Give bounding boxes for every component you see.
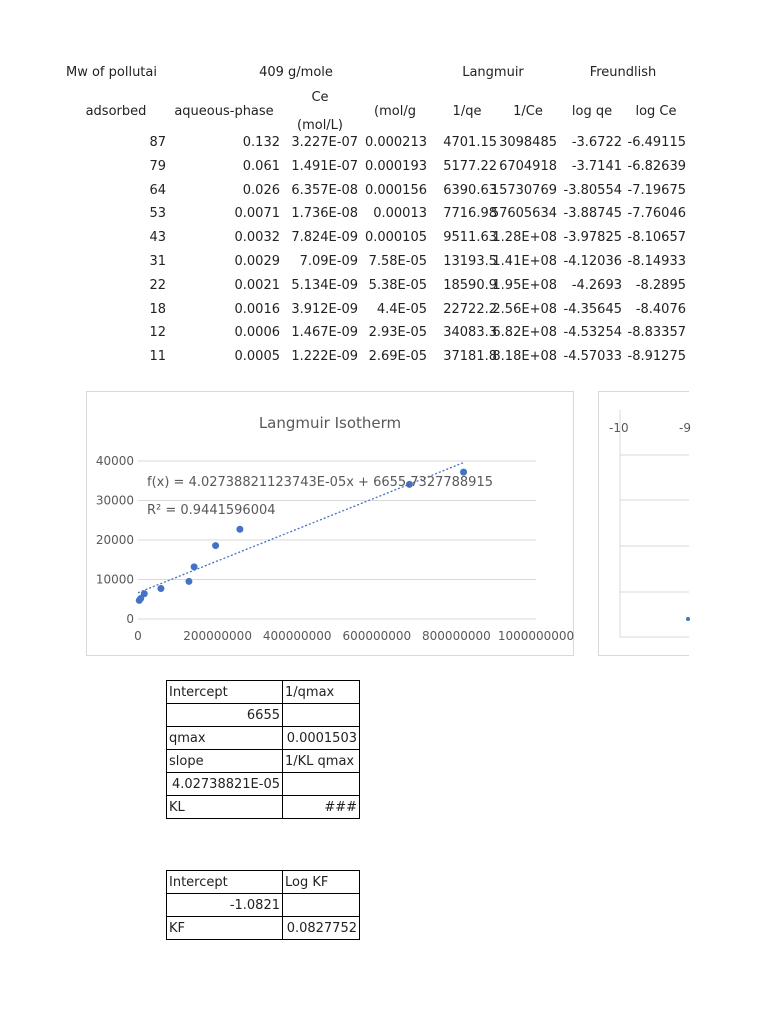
cell-aqueous: 0.026 <box>242 182 280 198</box>
x-tick-label: 200000000 <box>183 629 252 643</box>
cell-log-qe: -4.12036 <box>563 254 622 269</box>
logkf-label: Log KF <box>283 871 360 894</box>
y-tick-label: 10000 <box>95 572 134 587</box>
cell-ce: 3.912E-09 <box>291 301 358 317</box>
cell-inv-qe: 34083.3 <box>443 325 497 341</box>
y-tick-label: 30000 <box>95 493 134 508</box>
cell-aqueous: 0.0016 <box>234 301 280 317</box>
x-tick-label: 800000000 <box>422 629 491 643</box>
cell-inv-qe: 9511.63 <box>443 230 497 246</box>
cell-adsorbed: 87 <box>149 135 166 150</box>
x-tick-label: 1000000000 <box>497 629 575 643</box>
cell-ce: 1.467E-09 <box>291 325 358 341</box>
mw-label: Mw of pollutai <box>66 65 157 80</box>
intercept-label: Intercept <box>167 681 283 704</box>
y-tick-label: 20000 <box>95 533 134 547</box>
cell-inv-qe: 5177.22 <box>443 158 497 174</box>
kl-value: ### <box>283 796 360 819</box>
freundlich-chart-partial[interactable] <box>598 391 689 656</box>
cell-inv-ce: 6704918 <box>499 158 557 174</box>
cell-aqueous: 0.132 <box>242 135 280 150</box>
cell-log-ce: -8.91275 <box>627 349 686 365</box>
col-log-qe: log qe <box>571 104 613 119</box>
cell-adsorbed: 18 <box>149 301 166 317</box>
cell-log-ce: -8.2895 <box>635 277 686 293</box>
col-ce: Ce <box>311 90 329 105</box>
cell-adsorbed: 64 <box>149 182 166 198</box>
cell-qe: 5.38E-05 <box>368 277 427 293</box>
data-point <box>212 542 219 549</box>
cell-log-ce: -8.4076 <box>635 301 686 317</box>
data-point <box>157 585 164 592</box>
freundlich-params-table <box>166 870 360 940</box>
data-point <box>141 590 148 597</box>
data-point <box>191 563 198 570</box>
cell-adsorbed: 79 <box>149 158 166 174</box>
langmuir-chart-svg <box>87 392 573 655</box>
cell-log-ce: -6.82639 <box>627 158 686 174</box>
cell-inv-ce: 15730769 <box>490 182 557 198</box>
cell-log-ce: -8.10657 <box>627 230 686 246</box>
cell-ce: 1.222E-09 <box>291 349 358 365</box>
col-molg: (mol/g <box>374 104 416 119</box>
cell-inv-ce: 1.95E+08 <box>492 277 557 293</box>
langmuir-params-table <box>166 680 360 819</box>
slope-label: slope <box>167 750 283 773</box>
y-tick-label: 40000 <box>95 454 134 468</box>
cell-qe: 7.58E-05 <box>368 254 427 269</box>
cell-inv-qe: 22722.2 <box>443 301 497 317</box>
cell-log-qe: -3.88745 <box>563 206 622 222</box>
kf-value: 0.0827752 <box>283 917 360 940</box>
x-tick-label: 0 <box>134 629 142 643</box>
cell-log-ce: -8.83357 <box>627 325 686 341</box>
cell-log-qe: -3.7141 <box>571 158 622 174</box>
cell-log-qe: -4.53254 <box>563 325 622 341</box>
y-tick-label: 0 <box>126 612 134 626</box>
cell-aqueous: 0.0029 <box>234 254 280 269</box>
x-tick-label: 400000000 <box>262 629 332 643</box>
chart-title: Langmuir Isotherm <box>258 414 402 432</box>
cell-inv-ce: 57605634 <box>490 206 557 222</box>
cell-inv-ce: 8.18E+08 <box>492 349 557 365</box>
cell-qe: 0.00013 <box>373 206 427 222</box>
intercept-value: 6655 <box>167 704 283 727</box>
cell-log-ce: -6.49115 <box>627 135 686 150</box>
cell-qe: 0.000213 <box>364 135 427 150</box>
cell-inv-ce: 1.28E+08 <box>492 230 557 246</box>
cell-inv-ce: 6.82E+08 <box>492 325 557 341</box>
cell-qe: 0.000105 <box>364 230 427 246</box>
slope-unit: 1/KL qmax <box>283 750 360 773</box>
col-aqueous: aqueous-phase <box>174 104 274 119</box>
cell-ce: 1.736E-08 <box>291 206 358 222</box>
col-log-ce: log Ce <box>635 104 677 119</box>
slope-value: 4.02738821E-05 <box>167 773 283 796</box>
freundlish-header: Freundlish <box>589 65 657 80</box>
mw-value: 409 g/mole <box>259 65 333 80</box>
cell-qe: 0.000156 <box>364 182 427 198</box>
cell-inv-qe: 4701.15 <box>443 135 497 150</box>
cell-ce: 7.824E-09 <box>291 230 358 246</box>
trend-r2: R² = 0.9441596004 <box>147 503 276 518</box>
cell-adsorbed: 53 <box>149 206 166 222</box>
cell-inv-qe: 6390.63 <box>443 182 497 198</box>
langmuir-chart[interactable] <box>86 391 574 656</box>
cell-log-qe: -3.97825 <box>563 230 622 246</box>
cell-adsorbed: 12 <box>149 325 166 341</box>
intercept-value: -1.0821 <box>167 894 283 917</box>
chart2-point <box>686 617 690 621</box>
cell-adsorbed: 43 <box>149 230 166 246</box>
cell-inv-qe: 18590.9 <box>443 277 497 293</box>
cell-log-ce: -7.76046 <box>627 206 686 222</box>
empty-cell <box>283 704 360 727</box>
col-ce-unit: (mol/L) <box>297 118 343 133</box>
x-tick-label: 600000000 <box>342 629 412 643</box>
col-inv-ce: 1/Ce <box>513 104 543 119</box>
chart2-tick-label: -10 <box>609 421 629 435</box>
cell-qe: 4.4E-05 <box>376 301 427 317</box>
cell-inv-qe: 37181.8 <box>443 349 497 365</box>
cell-log-ce: -8.14933 <box>627 254 686 269</box>
cell-inv-ce: 3098485 <box>499 135 557 150</box>
cell-ce: 7.09E-09 <box>299 254 358 269</box>
qmax-value: 0.0001503 <box>283 727 360 750</box>
cell-log-qe: -3.80554 <box>563 182 622 198</box>
cell-qe: 0.000193 <box>364 158 427 174</box>
cell-aqueous: 0.0021 <box>234 277 280 293</box>
cell-aqueous: 0.0071 <box>234 206 280 222</box>
cell-ce: 3.227E-07 <box>291 135 358 150</box>
cell-qe: 2.69E-05 <box>368 349 427 365</box>
data-point <box>185 578 192 585</box>
cell-ce: 5.134E-09 <box>291 277 358 293</box>
cell-aqueous: 0.0006 <box>234 325 280 341</box>
trend-equation: f(x) = 4.02738821123743E-05x + 6655.7327788915 <box>147 475 493 490</box>
cell-log-ce: -7.19675 <box>627 182 686 198</box>
col-inv-qe: 1/qe <box>452 104 482 119</box>
cell-log-qe: -3.6722 <box>571 135 622 150</box>
kl-label: KL <box>167 796 283 819</box>
cell-log-qe: -4.2693 <box>571 277 622 293</box>
intercept-label: Intercept <box>167 871 283 894</box>
cell-log-qe: -4.57033 <box>563 349 622 365</box>
cell-ce: 6.357E-08 <box>291 182 358 198</box>
cell-inv-ce: 1.41E+08 <box>492 254 557 269</box>
cell-adsorbed: 31 <box>149 254 166 269</box>
cell-ce: 1.491E-07 <box>291 158 358 174</box>
empty-cell <box>283 773 360 796</box>
cell-inv-ce: 2.56E+08 <box>492 301 557 317</box>
cell-aqueous: 0.0032 <box>234 230 280 246</box>
langmuir-header: Langmuir <box>462 65 524 80</box>
inv-qmax-label: 1/qmax <box>283 681 360 704</box>
cell-aqueous: 0.0005 <box>234 349 280 365</box>
data-point <box>236 526 243 533</box>
empty-cell <box>283 894 360 917</box>
cell-aqueous: 0.061 <box>242 158 280 174</box>
chart2-tick-label: -9 <box>679 421 691 435</box>
col-adsorbed: adsorbed <box>85 104 147 119</box>
freundlich-chart-svg <box>599 392 689 655</box>
cell-qe: 2.93E-05 <box>368 325 427 341</box>
kf-label: KF <box>167 917 283 940</box>
cell-adsorbed: 22 <box>149 277 166 293</box>
cell-log-qe: -4.35645 <box>563 301 622 317</box>
cell-inv-qe: 13193.5 <box>443 254 497 269</box>
cell-inv-qe: 7716.98 <box>443 206 497 222</box>
qmax-label: qmax <box>167 727 283 750</box>
cell-adsorbed: 11 <box>149 349 166 365</box>
